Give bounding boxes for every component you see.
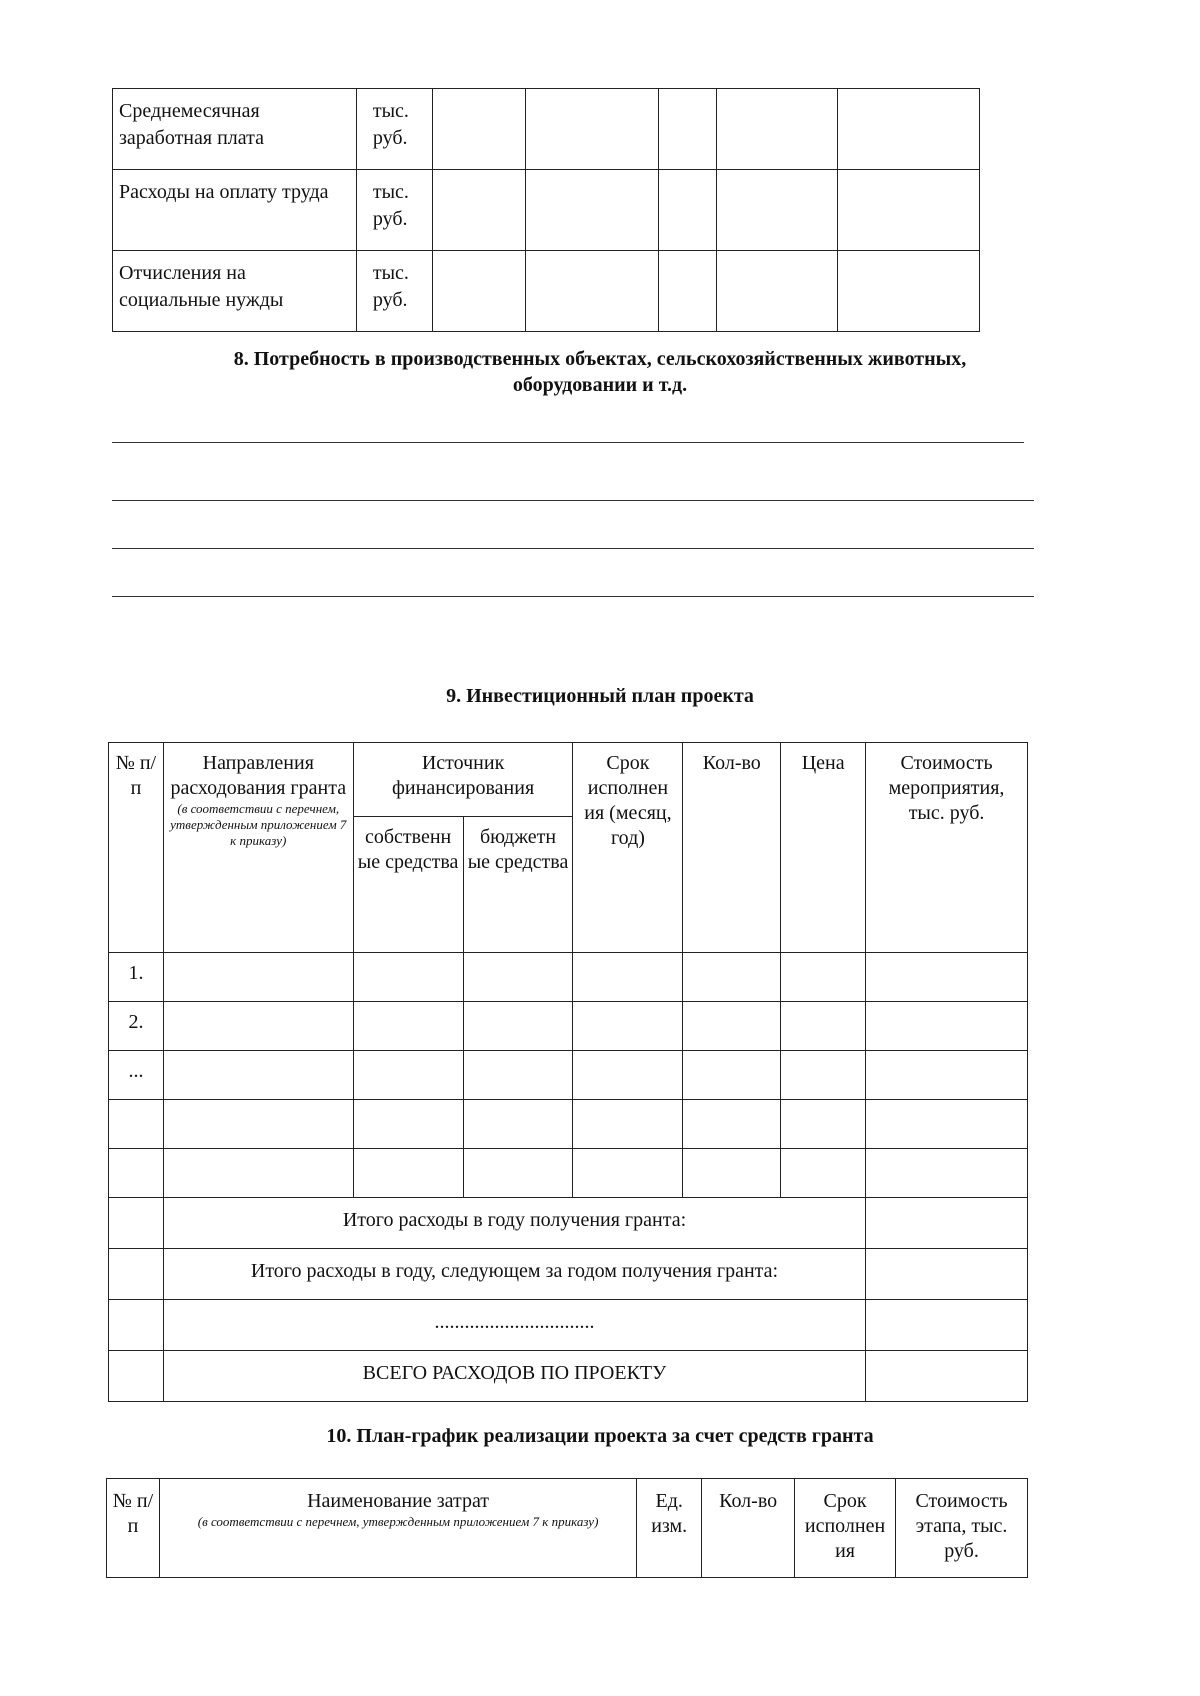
- empty-cell[interactable]: [353, 953, 463, 1002]
- header-direction-label: Направления расходования гранта: [170, 752, 347, 799]
- total-row: [109, 1300, 1028, 1351]
- total-label: Итого расходы в году получения гранта:: [163, 1198, 865, 1249]
- grand-total-label: ВСЕГО РАСХОДОВ ПО ПРОЕКТУ: [163, 1351, 865, 1402]
- empty-cell[interactable]: [866, 1100, 1028, 1149]
- empty-cell[interactable]: [353, 1051, 463, 1100]
- section-8-title-line1: 8. Потребность в производственных объектах, сельскохозяйственных животных,: [233, 348, 967, 370]
- empty-cell[interactable]: [683, 1100, 781, 1149]
- header-unit: Ед. изм.: [637, 1479, 702, 1578]
- header-cost: Стоимость этапа, тыс. руб.: [896, 1479, 1028, 1578]
- empty-cell[interactable]: [353, 1149, 463, 1198]
- empty-cell[interactable]: [683, 1051, 781, 1100]
- empty-cell[interactable]: [163, 953, 353, 1002]
- header-num: № п/п: [107, 1479, 160, 1578]
- investment-plan-table: [108, 742, 1028, 1402]
- labor-cost-table: [112, 88, 980, 332]
- row-name-cell: Среднемесячная заработная плата: [113, 89, 357, 170]
- header-row: [107, 1479, 1028, 1578]
- empty-cell[interactable]: [525, 251, 659, 332]
- row-number: [109, 1100, 164, 1149]
- row-unit-cell: тыс. руб.: [356, 251, 432, 332]
- row-unit-cell: тыс. руб.: [356, 170, 432, 251]
- empty-cell[interactable]: [683, 953, 781, 1002]
- section-8-title: [100, 346, 1100, 398]
- empty-cell[interactable]: [463, 953, 573, 1002]
- empty-cell[interactable]: [781, 953, 866, 1002]
- table-row: [109, 1051, 1028, 1100]
- empty-cell[interactable]: [573, 1051, 683, 1100]
- empty-cell[interactable]: [432, 89, 525, 170]
- fill-in-line[interactable]: [112, 500, 1034, 501]
- empty-cell[interactable]: [432, 170, 525, 251]
- total-row: [109, 1198, 1028, 1249]
- header-name-note: (в соответствии с перечнем, утвержденным приложением 7 к приказу): [197, 1514, 599, 1529]
- section-9-title: 9. Инвестиционный план проекта: [446, 685, 754, 707]
- row-unit-cell: тыс. руб.: [356, 89, 432, 170]
- empty-cell[interactable]: [163, 1149, 353, 1198]
- empty-cell[interactable]: [573, 1149, 683, 1198]
- table-row: [109, 953, 1028, 1002]
- empty-cell[interactable]: [659, 170, 717, 251]
- empty-cell[interactable]: [353, 1002, 463, 1051]
- empty-cell[interactable]: [866, 1002, 1028, 1051]
- empty-cell[interactable]: [659, 251, 717, 332]
- fill-in-line[interactable]: [112, 548, 1034, 549]
- empty-cell[interactable]: [525, 170, 659, 251]
- total-label: Итого расходы в году, следующем за годом получения гранта:: [163, 1249, 865, 1300]
- header-source: Источник финансирования: [353, 743, 573, 817]
- header-price: Цена: [781, 743, 866, 953]
- empty-cell[interactable]: [463, 1100, 573, 1149]
- table-row: [109, 1100, 1028, 1149]
- empty-cell[interactable]: [781, 1002, 866, 1051]
- header-qty: Кол-во: [683, 743, 781, 953]
- empty-cell: [109, 1249, 164, 1300]
- total-value-cell[interactable]: [866, 1198, 1028, 1249]
- table-row: [113, 170, 980, 251]
- empty-cell: [109, 1198, 164, 1249]
- empty-cell[interactable]: [163, 1051, 353, 1100]
- empty-cell[interactable]: [866, 1051, 1028, 1100]
- header-qty: Кол-во: [702, 1479, 795, 1578]
- total-value-cell[interactable]: [866, 1300, 1028, 1351]
- empty-cell[interactable]: [163, 1100, 353, 1149]
- section-10-title: 10. План-график реализации проекта за счет средств гранта: [326, 1425, 874, 1447]
- empty-cell: [109, 1351, 164, 1402]
- total-row: [109, 1249, 1028, 1300]
- fill-in-line[interactable]: [112, 442, 1024, 443]
- empty-cell[interactable]: [781, 1100, 866, 1149]
- table-row: [113, 89, 980, 170]
- empty-cell[interactable]: [659, 89, 717, 170]
- header-term: Срок исполнен ия: [795, 1479, 896, 1578]
- empty-cell[interactable]: [432, 251, 525, 332]
- row-number: ...: [109, 1051, 164, 1100]
- total-value-cell[interactable]: [866, 1249, 1028, 1300]
- empty-cell[interactable]: [353, 1100, 463, 1149]
- table-row: [109, 1149, 1028, 1198]
- header-name: [159, 1479, 636, 1578]
- section-8-title-line2: оборудовании и т.д.: [512, 374, 688, 396]
- empty-cell[interactable]: [838, 170, 980, 251]
- table-row: [109, 1002, 1028, 1051]
- fill-in-line[interactable]: [112, 596, 1034, 597]
- total-label: ................................: [163, 1300, 865, 1351]
- row-name-cell: Отчисления на социальные нужды: [113, 251, 357, 332]
- schedule-table: [106, 1478, 1028, 1578]
- header-direction: [163, 743, 353, 953]
- empty-cell[interactable]: [573, 953, 683, 1002]
- empty-cell[interactable]: [573, 1002, 683, 1051]
- header-own-funds: собственн ые средства: [353, 817, 463, 953]
- row-number: 1.: [109, 953, 164, 1002]
- empty-cell[interactable]: [683, 1002, 781, 1051]
- empty-cell[interactable]: [463, 1051, 573, 1100]
- empty-cell[interactable]: [838, 251, 980, 332]
- empty-cell[interactable]: [717, 251, 838, 332]
- header-direction-note: (в соответствии с перечнем, утвержденным приложением 7 к приказу): [170, 801, 347, 848]
- empty-cell[interactable]: [781, 1149, 866, 1198]
- empty-cell[interactable]: [525, 89, 659, 170]
- empty-cell[interactable]: [838, 89, 980, 170]
- empty-cell[interactable]: [683, 1149, 781, 1198]
- header-budget-funds: бюджетн ые средства: [463, 817, 573, 953]
- empty-cell[interactable]: [717, 170, 838, 251]
- empty-cell[interactable]: [573, 1100, 683, 1149]
- empty-cell[interactable]: [866, 953, 1028, 1002]
- empty-cell[interactable]: [163, 1002, 353, 1051]
- header-name-label: Наименование затрат: [307, 1490, 490, 1512]
- empty-cell: [109, 1300, 164, 1351]
- grand-total-row: [109, 1351, 1028, 1402]
- header-num: № п/п: [109, 743, 164, 953]
- header-term: Срок исполнен ия (месяц, год): [573, 743, 683, 953]
- row-name-cell: Расходы на оплату труда: [113, 170, 357, 251]
- empty-cell[interactable]: [463, 1002, 573, 1051]
- table-row: [113, 251, 980, 332]
- empty-cell[interactable]: [866, 1149, 1028, 1198]
- empty-cell[interactable]: [717, 89, 838, 170]
- header-cost: Стоимость мероприятия, тыс. руб.: [866, 743, 1028, 953]
- grand-total-value-cell[interactable]: [866, 1351, 1028, 1402]
- empty-cell[interactable]: [463, 1149, 573, 1198]
- empty-cell[interactable]: [781, 1051, 866, 1100]
- row-number: 2.: [109, 1002, 164, 1051]
- header-row: [109, 743, 1028, 817]
- row-number: [109, 1149, 164, 1198]
